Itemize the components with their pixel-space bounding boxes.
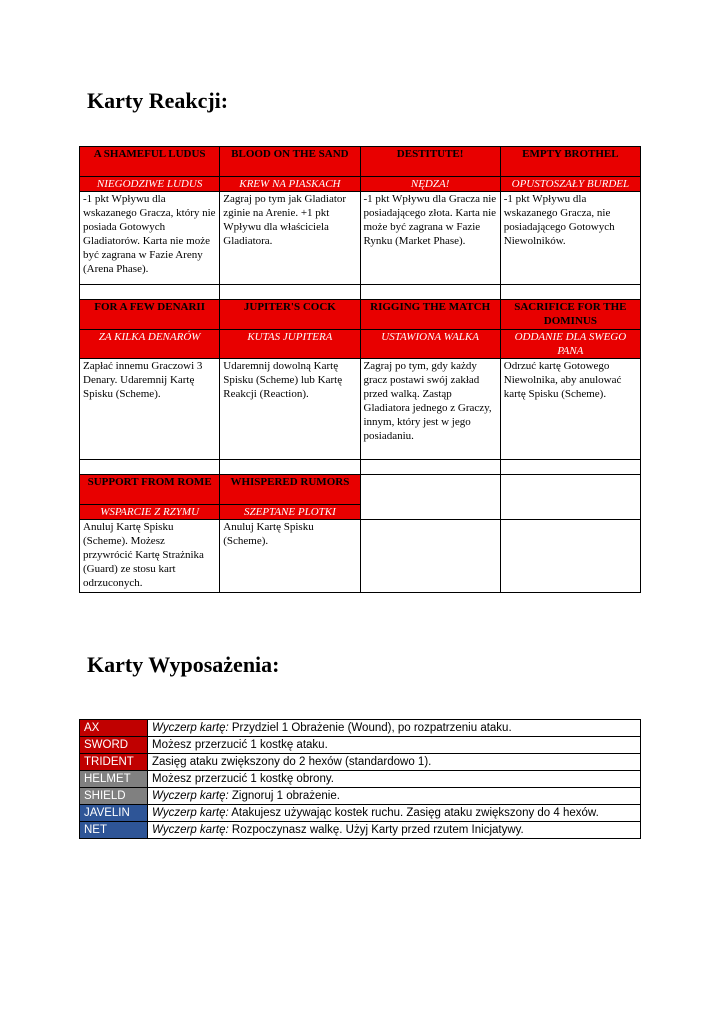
equipment-cards-heading: Karty Wyposażenia: (87, 652, 280, 677)
reaction-card-subtitle: OPUSTOSZAŁY BURDEL (500, 177, 640, 192)
equipment-cards-table (79, 719, 641, 839)
reaction-card-description: Zagraj po tym jak Gladiator zginie na Arenie. +1 pkt Wpływu dla właściciela Gladiatora. (220, 192, 360, 285)
reaction-card-description: -1 pkt Wpływu dla wskazanego Gracza, który nie posiada Gotowych Gladiatorów. Karta nie może być zagrana w Fazie Areny (Arena Phase). (80, 192, 220, 285)
reaction-card-subtitle: KREW NA PIASKACH (220, 177, 360, 192)
empty-card-slot (500, 520, 640, 593)
reaction-subtitle-row (80, 330, 641, 359)
reaction-card-subtitle: ZA KILKA DENARÓW (80, 330, 220, 359)
reaction-title-row (80, 300, 641, 330)
reaction-card-subtitle: USTAWIONA WALKA (360, 330, 500, 359)
equipment-effect (148, 754, 641, 771)
reaction-card-subtitle: KUTAS JUPITERA (220, 330, 360, 359)
effect-text: Przydziel 1 Obrażenie (Wound), po rozpatrzeniu ataku. (228, 722, 512, 734)
reaction-card-description: Anuluj Kartę Spisku (Scheme). (220, 520, 360, 593)
reaction-desc-row (80, 192, 641, 285)
equipment-effect (148, 720, 641, 737)
equipment-row (80, 771, 641, 788)
spacer-row (80, 460, 641, 475)
reaction-card-description: Odrzuć kartę Gotowego Niewolnika, aby anulować kartę Spisku (Scheme). (500, 359, 640, 460)
equipment-tag: NET (80, 822, 148, 839)
reaction-card-subtitle: SZEPTANE PLOTKI (220, 505, 360, 520)
effect-text: Możesz przerzucić 1 kostkę obrony. (152, 773, 334, 785)
reaction-desc-row (80, 359, 641, 460)
empty-card-slot (360, 520, 500, 593)
reaction-card-description: Udaremnij dowolną Kartę Spisku (Scheme) lub Kartę Reakcji (Reaction). (220, 359, 360, 460)
reaction-card-subtitle: WSPARCIE Z RZYMU (80, 505, 220, 520)
equipment-tag: TRIDENT (80, 754, 148, 771)
equipment-effect (148, 788, 641, 805)
effect-text: Zignoruj 1 obrażenie. (228, 790, 340, 802)
equipment-effect (148, 771, 641, 788)
equipment-effect (148, 805, 641, 822)
effect-text: Możesz przerzucić 1 kostkę ataku. (152, 739, 328, 751)
empty-card-slot (500, 475, 640, 520)
exhaust-prefix: Wyczerp kartę: (152, 807, 229, 819)
equipment-row (80, 720, 641, 737)
equipment-effect (148, 822, 641, 839)
reaction-card-title: A SHAMEFUL LUDUS (80, 147, 220, 177)
exhaust-prefix: Wyczerp kartę: (152, 722, 229, 734)
empty-card-slot (360, 475, 500, 520)
reaction-card-title: RIGGING THE MATCH (360, 300, 500, 330)
equipment-tag: HELMET (80, 771, 148, 788)
equipment-tag: SHIELD (80, 788, 148, 805)
reaction-card-title: JUPITER'S COCK (220, 300, 360, 330)
reaction-card-subtitle: NIEGODZIWE LUDUS (80, 177, 220, 192)
equipment-row (80, 737, 641, 754)
equipment-row (80, 822, 641, 839)
effect-text: Rozpoczynasz walkę. Użyj Karty przed rzutem Inicjatywy. (228, 824, 524, 836)
equipment-tag: JAVELIN (80, 805, 148, 822)
reaction-card-description: Anuluj Kartę Spisku (Scheme). Możesz przywrócić Kartę Strażnika (Guard) ze stosu kart odrzuconych. (80, 520, 220, 593)
reaction-card-title: SACRIFICE FOR THE DOMINUS (500, 300, 640, 330)
reaction-card-title: WHISPERED RUMORS (220, 475, 360, 505)
reaction-card-title: BLOOD ON THE SAND (220, 147, 360, 177)
reaction-cards-table (79, 146, 641, 593)
effect-text: Atakujesz używając kostek ruchu. Zasięg ataku zwiększony do 4 hexów. (228, 807, 599, 819)
equipment-tag: SWORD (80, 737, 148, 754)
spacer-row (80, 285, 641, 300)
reaction-cards-heading: Karty Reakcji: (87, 88, 229, 113)
reaction-card-title: DESTITUTE! (360, 147, 500, 177)
reaction-card-description: -1 pkt Wpływu dla wskazanego Gracza, nie posiadającego Gotowych Niewolników. (500, 192, 640, 285)
reaction-card-title: SUPPORT FROM ROME (80, 475, 220, 505)
reaction-title-row (80, 147, 641, 177)
reaction-title-row (80, 475, 641, 505)
equipment-effect (148, 737, 641, 754)
reaction-subtitle-row (80, 177, 641, 192)
equipment-row (80, 754, 641, 771)
reaction-card-title: FOR A FEW DENARII (80, 300, 220, 330)
effect-text: Zasięg ataku zwiększony do 2 hexów (standardowo 1). (152, 756, 432, 768)
reaction-card-description: Zapłać innemu Graczowi 3 Denary. Udaremnij Kartę Spisku (Scheme). (80, 359, 220, 460)
reaction-card-subtitle: NĘDZA! (360, 177, 500, 192)
equipment-row (80, 788, 641, 805)
exhaust-prefix: Wyczerp kartę: (152, 824, 229, 836)
reaction-card-title: EMPTY BROTHEL (500, 147, 640, 177)
exhaust-prefix: Wyczerp kartę: (152, 790, 229, 802)
reaction-card-description: -1 pkt Wpływu dla Gracza nie posiadającego złota. Karta nie może być zagrana w Fazie Rynku (Market Phase). (360, 192, 500, 285)
reaction-card-subtitle: ODDANIE DLA SWEGO PANA (500, 330, 640, 359)
reaction-desc-row (80, 520, 641, 593)
equipment-row (80, 805, 641, 822)
reaction-card-description: Zagraj po tym, gdy każdy gracz postawi swój zakład przed walką. Zastąp Gladiatora jednego z Graczy, innym, który jest w jego posiadaniu. (360, 359, 500, 460)
equipment-tag: AX (80, 720, 148, 737)
